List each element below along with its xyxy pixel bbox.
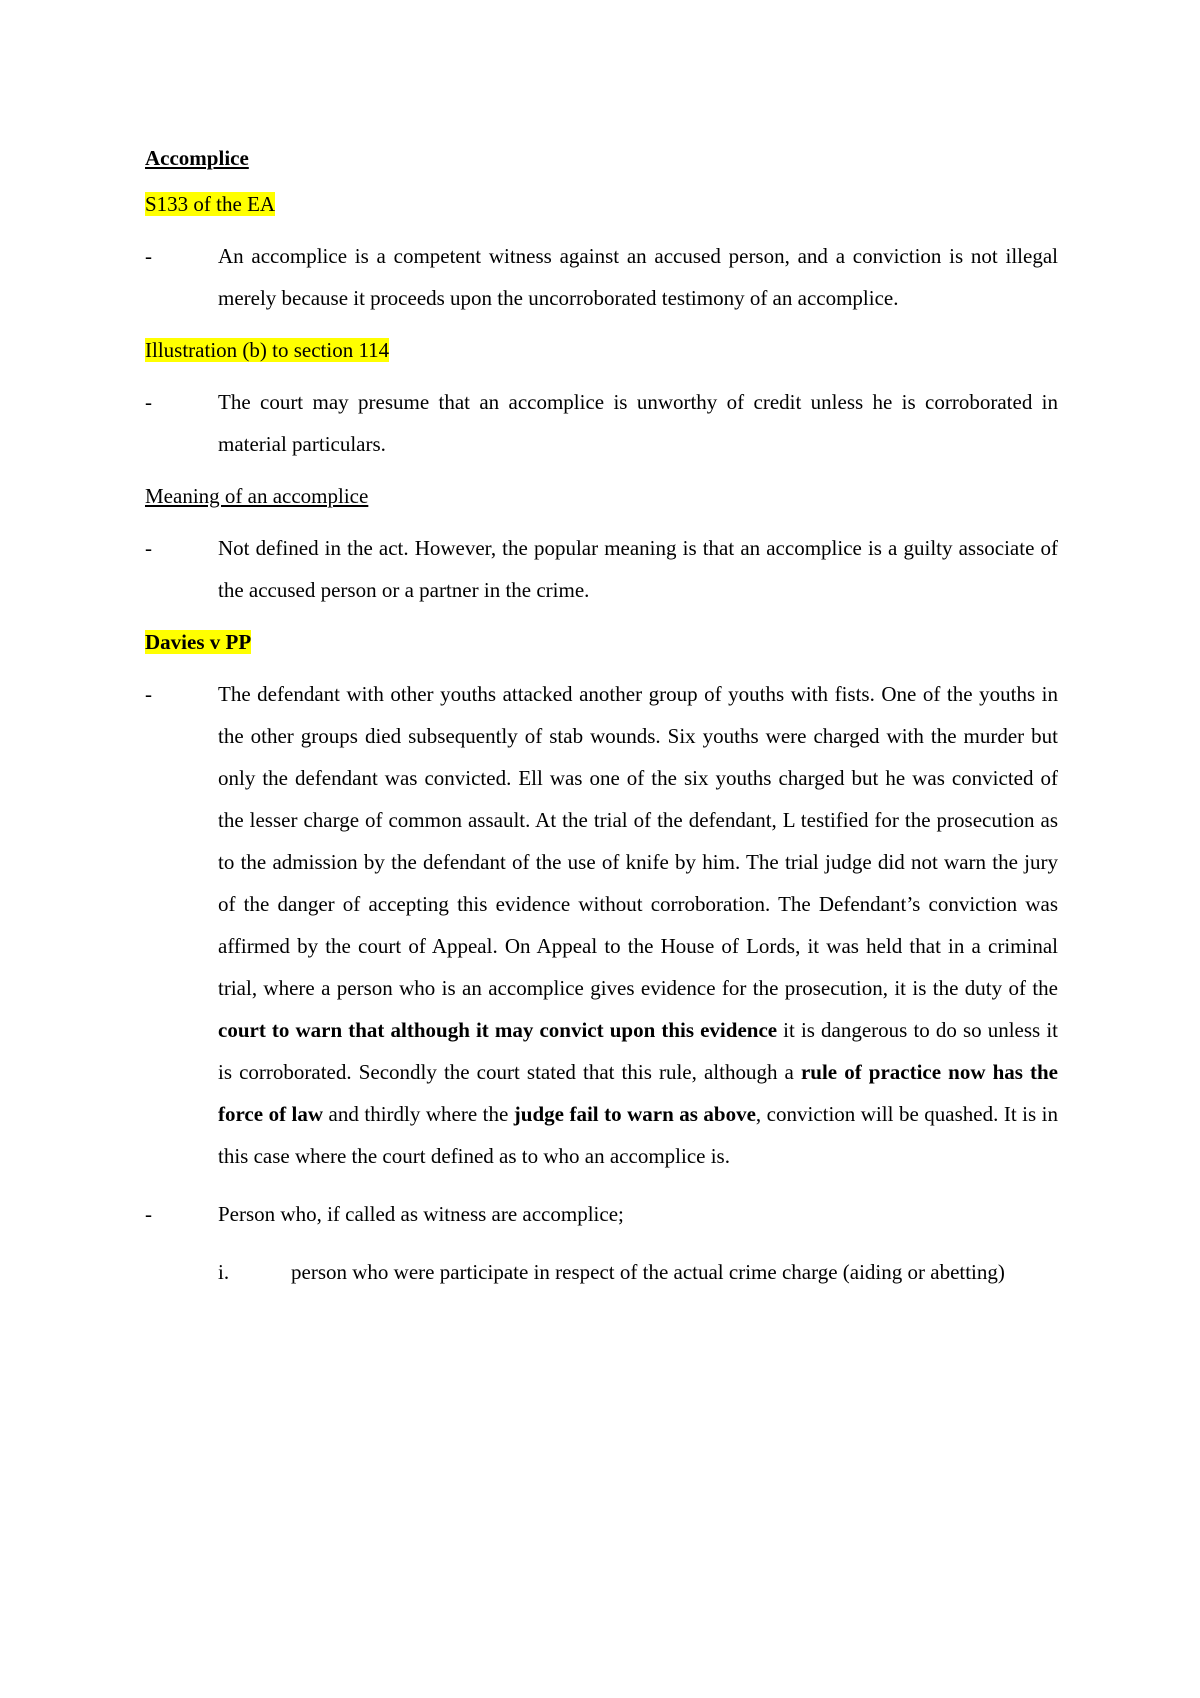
bullet-text: Not defined in the act. However, the popular meaning is that an accomplice is a guilty associate of the accused person or a partner in the crime. [218, 536, 1058, 602]
roman-numeral-marker: i. [218, 1260, 230, 1284]
subitem-text: person who were participate in respect of the actual crime charge (aiding or abetting) [291, 1260, 1005, 1284]
bullet-text: The defendant with other youths attacked another group of youths with fists. One of the youths in the other groups died subsequently of stab wounds. Six youths were charged with the murder but only the defendant was convicted. Ell was one of the six youths charged but he was convicted of the lesser charge of common assault. At the trial of the defendant, L testified for the prosecution as to the admission by the defendant of the use of knife by him. The trial judge did not warn the jury of the danger of accepting this evidence without corroboration. The Defendant’s conviction was affirmed by the court of Appeal. On Appeal to the House of Lords, it was held that in a criminal trial, where a person who is an accomplice gives evidence for the prosecution, it is the duty of the court to warn that although it may convict upon this evidence it is dangerous to do so unless it is corroborated. Secondly the court stated that this rule, although a rule of practice now has the force of law and thirdly where the judge fail to warn as above, conviction will be quashed. It is in this case where the court defined as to who an accomplice is. [218, 682, 1059, 1168]
section-heading-s133: S133 of the EA [145, 192, 276, 216]
bullet-text: An accomplice is a competent witness against an accused person, and a conviction is not illegal merely because it proceeds upon the uncorroborated testimony of an accomplice. [218, 244, 1058, 310]
bold-phrase: rule of practice now has the force of law [218, 1060, 1059, 1126]
document-title: Accomplice [145, 146, 249, 170]
bullet-dash: - [145, 536, 152, 560]
bold-phrase: judge fail to warn as above [513, 1102, 756, 1126]
numbered-subitem [145, 1251, 1058, 1293]
section-heading-meaning: Meaning of an accomplice [145, 484, 369, 508]
bullet-item-s133 [145, 235, 1058, 319]
bullet-dash: - [145, 1202, 152, 1226]
document-body [145, 143, 1058, 1309]
bullet-item-davies [145, 673, 1058, 1177]
bold-phrase: court to warn that although it may convict upon this evidence [218, 1018, 778, 1042]
bullet-text: The court may presume that an accomplice is unworthy of credit unless he is corroborated in material particulars. [218, 390, 1058, 456]
bullet-dash: - [145, 682, 152, 706]
section-heading-illustration: Illustration (b) to section 114 [145, 338, 390, 362]
bullet-dash: - [145, 244, 152, 268]
bullet-text: Person who, if called as witness are accomplice; [218, 1202, 624, 1226]
section-heading-davies: Davies v PP [145, 630, 252, 654]
bullet-dash: - [145, 390, 152, 414]
bullet-item-accomplice-witness [145, 1193, 1058, 1235]
bullet-item-illustration [145, 381, 1058, 465]
bullet-item-meaning [145, 527, 1058, 611]
